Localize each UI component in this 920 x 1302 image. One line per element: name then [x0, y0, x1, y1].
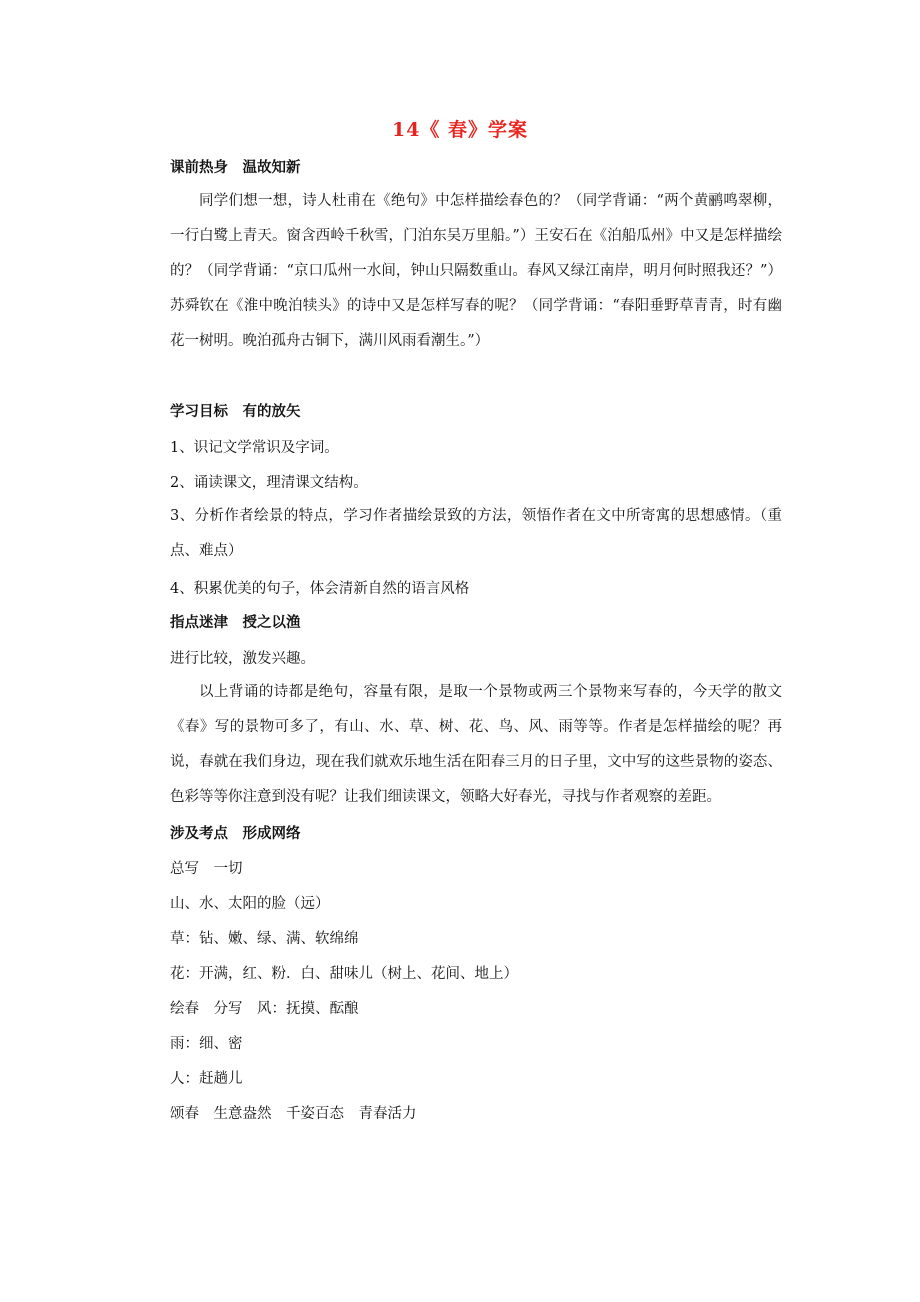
section-heading-goals: 学习目标 有的放矢 — [170, 403, 301, 420]
point-line-3: 草：钻、嫩、绿、满、软绵绵 — [170, 931, 359, 947]
document-title: 14《 春》学案 — [391, 119, 529, 141]
guide-subline: 进行比较，激发兴趣。 — [170, 651, 315, 667]
point-line-5: 绘春 分写 风：抚摸、酝酿 — [170, 1001, 359, 1017]
point-line-7: 人：赶趟儿 — [170, 1071, 243, 1087]
section-heading-warmup: 课前热身 温故知新 — [170, 159, 301, 176]
section-heading-guide: 指点迷津 授之以渔 — [170, 614, 301, 631]
point-line-2: 山、水、太阳的脸（远） — [170, 896, 330, 912]
warmup-paragraph: 同学们想一想，诗人杜甫在《绝句》中怎样描绘春色的？（同学背诵：“两个黄鹂鸣翠柳，一行白鹭上青天。窗含西岭千秋雪，门泊东吴万里船。”）王安石在《泊船瓜州》中又是怎样描绘的？（同学背诵：“京口瓜州一水间，钟山只隔数重山。春风又绿江南岸，明月何时照我还？”）苏舜钦在《淮中晚泊犊头》的诗中又是怎样写春的呢？（同学背诵：“春阳垂野草青青，时有幽花一树明。晚泊孤舟古铜下，满川风雨看潮生。”） — [170, 193, 782, 349]
guide-paragraph: 以上背诵的诗都是绝句，容量有限，是取一个景物或两三个景物来写春的，今天学的散文《春》写的景物可多了，有山、水、草、树、花、鸟、风、雨等等。作者是怎样描绘的呢？再说，春就在我们身边，现在我们就欢乐地生活在阳春三月的日子里，文中写的这些景物的姿态、色彩等等你注意到没有呢？让我们细读课文，领略大好春光，寻找与作者观察的差距。 — [170, 684, 782, 805]
point-line-8: 颂春 生意盎然 千姿百态 青春活力 — [170, 1106, 417, 1122]
point-line-6: 雨：细、密 — [170, 1036, 243, 1052]
goal-item-3: 3、分析作者绘景的特点，学习作者描绘景致的方法，领悟作者在文中所寄寓的思想感情。（重点、难点） — [170, 508, 782, 559]
point-line-1: 总写 一切 — [170, 861, 243, 877]
goal-item-2: 2、诵读课文，理清课文结构。 — [170, 475, 368, 491]
goal-item-4: 4、积累优美的句子，体会清新自然的语言风格 — [170, 581, 470, 597]
section-heading-points: 涉及考点 形成网络 — [170, 825, 301, 842]
goal-item-1: 1、识记文学常识及字词。 — [170, 440, 339, 456]
point-line-4: 花：开满，红、粉．白、甜味儿（树上、花间、地上） — [170, 966, 518, 982]
